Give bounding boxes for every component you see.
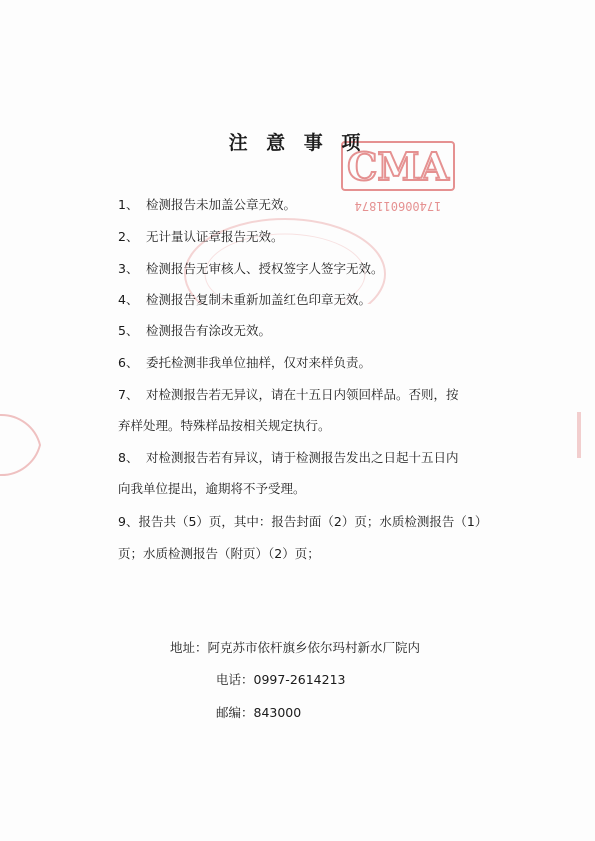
item-number: 6、 <box>118 355 139 370</box>
item-number: 2、 <box>118 229 139 244</box>
cma-stamp-number: 174006011874 <box>354 199 442 213</box>
item-text: 对检测报告若无异议，请在十五日内领回样品。否则，按 <box>146 387 459 402</box>
list-item: 9、报告共（5）页，其中：报告封面（2）页；水质检测报告（1） <box>118 514 488 529</box>
item-text: 检测报告复制未重新加盖红色印章无效。 <box>146 292 372 307</box>
item-text: 委托检测非我单位抽样，仅对来样负责。 <box>146 355 372 370</box>
item-text: 检测报告无审核人、授权签字人签字无效。 <box>146 261 384 276</box>
postcode-line: 邮编：843000 <box>216 705 302 720</box>
page-title: 注 意 事 项 <box>228 132 367 154</box>
item-text: 对检测报告若有异议，请于检测报告发出之日起十五日内 <box>146 450 459 465</box>
item-continuation: 弃样处理。特殊样品按相关规定执行。 <box>118 418 331 433</box>
item-number: 1、 <box>118 197 139 212</box>
seal-imprint-edge <box>0 410 46 480</box>
item-number: 3、 <box>118 261 139 276</box>
item-number: 5、 <box>118 323 139 338</box>
item-continuation: 页；水质检测报告（附页）（2）页； <box>118 546 320 561</box>
edge-stamp-mark <box>573 410 585 460</box>
item-continuation: 向我单位提出，逾期将不予受理。 <box>118 481 306 496</box>
item-text: 检测报告有涂改无效。 <box>146 323 272 338</box>
item-text: 检测报告未加盖公章无效。 <box>146 197 297 212</box>
item-number: 7、 <box>118 387 139 402</box>
address-line: 地址：阿克苏市依杆旗乡依尔玛村新水厂院内 <box>170 640 421 655</box>
item-number: 8、 <box>118 450 139 465</box>
item-text: 无计量认证章报告无效。 <box>146 229 284 244</box>
seal-imprint-faint <box>180 214 390 304</box>
phone-line: 电话：0997-2614213 <box>216 672 346 687</box>
item-number: 4、 <box>118 292 139 307</box>
cma-stamp-logo: CMA <box>347 144 449 189</box>
